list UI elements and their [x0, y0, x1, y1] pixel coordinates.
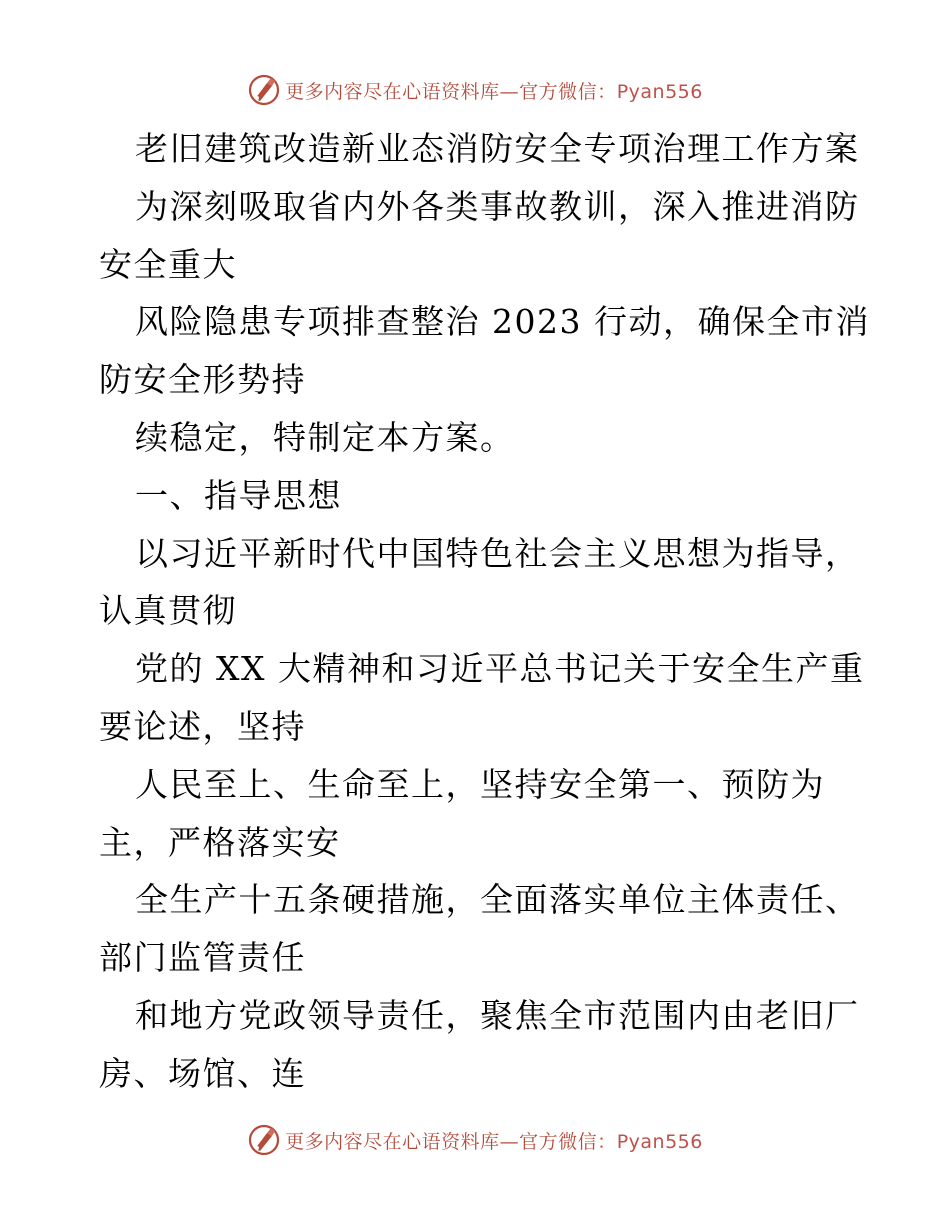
paragraph-line: 认真贯彻 [99, 591, 237, 631]
section-heading: 一、指导思想 [135, 475, 342, 515]
paragraph-line: 要论述，坚持 [99, 706, 306, 746]
paragraph-line: 全生产十五条硬措施，全面落实单位主体责任、 [135, 880, 860, 920]
pen-logo-icon [247, 1123, 281, 1157]
banner-text [285, 77, 703, 104]
paragraph-line: 以习近平新时代中国特色社会主义思想为指导， [135, 533, 860, 573]
banner-site-name: 更多内容尽在心语资料库 [285, 1130, 500, 1153]
banner-wechat-label: 官方微信： [519, 80, 617, 103]
banner-separator: — [499, 80, 520, 103]
paragraph-line: 人民至上、生命至上，坚持安全第一、预防为 [135, 764, 825, 804]
banner-wechat-id: Pyan556 [616, 80, 703, 103]
document-title: 老旧建筑改造新业态消防安全专项治理工作方案 [135, 129, 860, 168]
document-body [99, 120, 870, 1103]
paragraph-line: 党的 XX 大精神和习近平总书记关于安全生产重 [135, 649, 865, 689]
paragraph-line: 主，严格落实安 [99, 822, 341, 862]
paragraph-line: 房、场馆、连 [99, 1053, 306, 1093]
paragraph-line: 部门监管责任 [99, 938, 306, 978]
footer-banner [0, 1120, 950, 1160]
pen-logo-icon [247, 73, 281, 107]
paragraph-line: 续稳定，特制定本方案。 [135, 417, 515, 457]
banner-text [285, 1127, 703, 1154]
banner-separator: — [499, 1130, 520, 1153]
paragraph-line: 风险隐患专项排查整治 2023 行动，确保全市消 [135, 302, 870, 342]
paragraph-line: 和地方党政领导责任，聚焦全市范围内由老旧厂 [135, 995, 860, 1035]
banner-wechat-id: Pyan556 [616, 1130, 703, 1153]
paragraph-line: 防安全形势持 [99, 360, 306, 400]
header-banner [0, 70, 950, 110]
banner-site-name: 更多内容尽在心语资料库 [285, 80, 500, 103]
paragraph-line: 为深刻吸取省内外各类事故教训，深入推进消防 [135, 186, 860, 226]
banner-wechat-label: 官方微信： [519, 1130, 617, 1153]
paragraph-line: 安全重大 [99, 244, 237, 284]
